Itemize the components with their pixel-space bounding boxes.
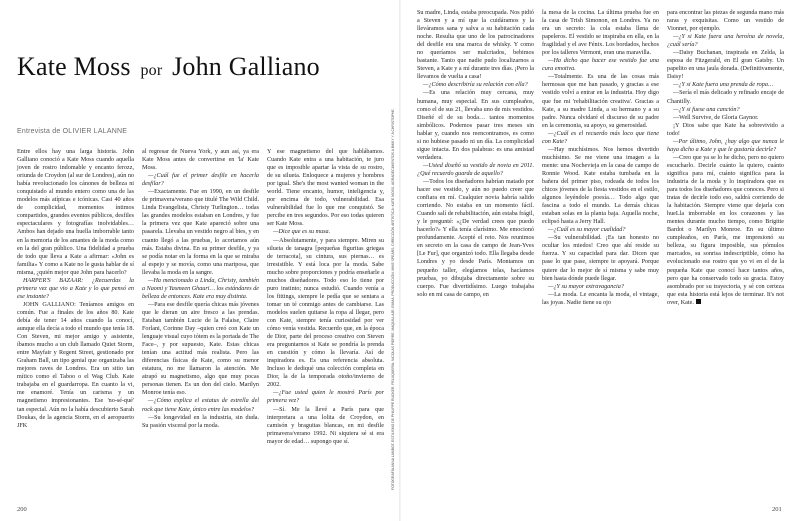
question-paragraph: —¿Y si Kate fuera una prenda de ropa… <box>673 82 774 89</box>
answer-paragraph: la mesa de la cocina. La última prueba fue en la casa de Trish Simonon, en Londres. Ya no era un secreto: la cola estaba llena de papeleros. El vestido se inspiraba en ella, en la fragilidad y el ave Fénix. Los bordados, hechos por los talleres Vermont, eran una maravilla. <box>542 10 659 57</box>
answer-paragraph: ¡Y Dios sabe que Kate ha sobrevivido a todo! <box>667 122 784 137</box>
text-column-6 <box>667 9 784 502</box>
title-connector: por <box>140 62 163 79</box>
title-main: Kate Moss <box>17 52 131 81</box>
end-mark-icon <box>696 299 701 304</box>
byline: Entrevista de OLIVIER LALANNE <box>17 128 128 135</box>
question-paragraph: —¿Y su mayor extravagancia? <box>548 283 624 290</box>
text-column-2 <box>142 148 259 511</box>
answer-paragraph: —Sí. Me la llevé a París para que interpretara a una lolita de Croydon, en camisón y braguitas blancas, en mi desfile primavera/verano 1992. Ni siquiera sé si era mayor de edad… supongo que sí. <box>267 406 384 445</box>
closing-text: —Creo que ya se lo he dicho, pero no quiero escucharlo. Decirle cuánto la quiero, cuánto significa para mí, cuánto significa para la industria de la moda y lo inspiradora que es para todos los diseñadores que conoces. Pero si tratas de decirle todo eso, saldrá corriendo de la habitación. Siempre viene que dejarla con hueLla imborrable en los corazones y las mentes durante mucho tiempo, como Brigitte Bardot o Marilyn Monroe. En su último cumpleaños, en París, me impresionó su belleza, su figura imposible, sus pómulos marcados, su sonrisa indescriptible, cómo ha evolucionado ese rostro que yo vi en el de la pequeña Kate que conocí hace tantos años, pero que ha conservado todo su gracia. Estoy asombrado por su trayectoria, y sé con certeza que esta historia está lejos de terminar. It's not over, Kate. <box>667 154 784 306</box>
question-paragraph: —¿Cómo explica el estatus de estrella del rock que tiene Kate, único entre las modelos? <box>142 398 259 413</box>
answer-paragraph: —Daisy Buchanan, inspirada en Zelda, la esposa de Fitzgerald, en El gran Gatsby. Un papelito en una jaula dorada. (Definitivamente, Daisy! <box>667 50 784 81</box>
answer-paragraph: —Exactamente. Fue en 1990, en un desfile de primavera/verano que titulé The Wild Child. Linda Evangelista, Christy Turlington… todas las grandes modelos estaban en Londres, y fue la primera vez que Kate apareció sobre una pasarela. Llevaba un vestido negro al bies, y en cuanto llegó a las pruebas, lo acortamos aún más. Estaba divina. En su primer desfile, y ya se podía notar en la forma en la que se miraba al espejo y se movía, como una mariposa, que llevaba la moda en la sangre. <box>142 189 259 276</box>
photo-credits <box>391 108 398 490</box>
answer-paragraph: —Todos los diseñadores habrían matado por hacer ese vestido, y aún no puedo creer que confiara en mí. Cualquier novia habría salido corriendo. No estaba en un momento fácil. Cuando salí de rehabilitación, aún estaba frágil, y le pregunté: «¿De verdad crees que puedo hacerlo?» Y ella tenía clarísimo. Me emocionó profundamente. Acepté el reto. Nos reunimos en secreto en la casa de campo de Jean-Yves [Le Fur], que organizó todo. Ella llegaba desde Londres y yo desde París. Montamos un pequeño taller, elegíamos telas, hacíamos pruebas, yo dibujaba directamente sobre su cuerpo. Fue divertidísimo. Luego trabajaba solo en mi casa de campo, en <box>417 178 534 298</box>
text-column-1 <box>17 148 134 511</box>
answer-paragraph: al regresar de Nueva York, y aun así, ya era Kate Moss antes de convertirse en 'la' Kate Moss. <box>142 149 259 172</box>
question-paragraph: —Ha dicho que hacer ese vestido fue una cura emotiva. <box>542 58 659 73</box>
question-paragraph: —¿Cuál es el recuerdo más loco que tiene con Kate? <box>542 130 659 145</box>
answer-paragraph: —Hay muchísimos. Nos hemos divertido muchísimo. Se me viene una imagen a la mente: una Nochevieja en la casa de campo de Ronnie Wood. Kate estaba tumbada en la bañera del primer piso, rodeada de todos los chicos jóvenes de la fiesta vestidos en el estilo, algunos leyéndole poesía… Todo algo que fascina a todo el mundo. La demás chicas estaban solas en la planta baja. Aquella noche, eclipsó hasta a Jerry Hall. <box>542 146 659 226</box>
question-paragraph: —Ha mencionado a Linda, Christy, también a Naomi y Yasmeen Ghauri… los estándares de belleza de entonces. Kate era muy distinta. <box>142 277 259 300</box>
question-paragraph: —¿Y si Kate fuera una heroína de novela, ¿cuál sería? <box>667 34 784 49</box>
intro-paragraph: Entre ellos hay una larga historia. John Galliano conoció a Kate Moss cuando aquella joven de rostro indomable y encanto ferozz, oriunda de Croydon (al sur de Londres), aún no había revolucionado los cánones de belleza ni conquistado al mundo entero como una de las modelos más atípicas e icónicas. Casi 40 años de complicidad, momentos íntimos compartidos, grandes eventos públicos, desfiles espectaculares y fotografías inolvidables… Ambos han dejado una huella imborrable tanto en la memoria de los amantes de la moda como en la del gran público. Una fidelidad a prueba de todo que lleva a Kate a afirmar: «John es familia» Y como a Kate no le gusta hablar de sí misma, ¿quién mejor que John para hacerlo? <box>17 149 134 276</box>
question-paragraph: —¿Cuál fue el primer desfile en hacerla desfilar? <box>142 173 259 188</box>
page-number-right: 201 <box>772 506 782 513</box>
question-paragraph: HARPER'S BAZAAR: ¿Recuerdas la primera vez que vio a Kate y lo que pensó en ese instante? <box>17 277 134 300</box>
text-column-4 <box>417 9 534 502</box>
answer-paragraph: para encontrar las piezas de segunda mano más raras y exquisitas. Como un vestido de Vionnet, por ejemplo. <box>667 10 784 33</box>
page-number-left: 200 <box>17 506 27 513</box>
closing-paragraph <box>667 154 784 307</box>
text-column-5 <box>542 9 659 502</box>
question-paragraph: —¿Cuál es su mayor cualidad? <box>548 227 626 234</box>
answer-paragraph: —Su vulnerabilidad. ¡Es tan honesto no ocultar los miedos! Creo que ahí reside su fuerza. Y su capacidad para dar. Dicen que pase lo que pase, siempre te apoyará. Porque quiere dar lo mejor de sí misma y sabe muy bien hasta dónde puede llegar. <box>542 235 659 282</box>
question-paragraph: —¿Y si fuese una canción? <box>673 106 740 113</box>
answer-paragraph: —Sería el más delicado y refinado encaje de Chantilly. <box>667 90 784 105</box>
question-paragraph: —¿Cómo describiría su relación con ella? <box>423 82 528 89</box>
article-title <box>17 52 320 82</box>
question-paragraph: —Por último, John, ¿hay algo que nunca le haya dicho a Kate y que le gustaría decirle? <box>667 138 784 153</box>
page-gutter <box>399 0 401 521</box>
question-paragraph: —Dice que es su musa. <box>273 229 331 236</box>
answer-paragraph: Su madre, Linda, estaba preocupada. Nos pidió a Steven y a mí que la cuidáramos y la lleváramos sana y salva a su habitación cada noche. Resulta que uno de los patrocinadores del desfile era una marca de whisky. Y como no queríamos ser malcriados, bebimos bastante. Tanto que nadie pudo localizarnos a Steven, a Kate y a mí durante tres días. ¡Pero la llevamos de vuelta a casa! <box>417 10 534 81</box>
title-author: John Galliano <box>172 52 320 81</box>
answer-paragraph: —Absolutamente, y para siempre. Miren su silueta de tanagra [pequeñas figuritas griegas de terracota], su cintura, sus piernas… es irresistible. Y está loca por la moda. Sabe mucho sobre proporciones y podría enseñarle a muchos diseñadores. Todo eso lo tiene por puro instinto; nunca estudió. Cuando venía a los fittings, siempre le pedía que se sentara a tomar un té conmigo antes de cambiarse. Las modelos suelen quitarse la ropa al llegar, pero con Kate, siempre tenía curiosidad por ver cómo venía vestida. Recuerdo que, en la época de Dior, parte del proceso creativo con Steven era preguntarnos si Kate se pondría la prenda en cuestión y cómo la llevaría. Así de inspiradora es. Es una referencia absoluta. Incluso le dediqué una colección completa en Dior, la de la temporada otoño/invierno de 2002. <box>267 237 384 389</box>
answer-paragraph: —Es una relación muy cercana, muy humana, muy especial. En sus cumpleaños, como el de sus 21, llevaba uno de mis vestidos. Diseñé el de su boda… tantos momentos simbólicos. Podemos pasar tres meses sin hablar y, cuando nos reencontramos, es como si no hubiese pasado ni un día. La complicidad sigue intacta. En dos palabras: es una amistad verdadera. <box>417 90 534 161</box>
answer-paragraph: —Su longevidad en la industria, sin duda. Su pasión visceral por la moda. <box>142 414 259 429</box>
text-column-3 <box>267 148 384 511</box>
answer-paragraph: —Para ese desfile quería chicas más jóvenes que le dieran un aire fresco a las prendas. Estaban también Lucie de la Falaise, Claire Forlani, Corinne Day –quien creó con Kate un lenguaje visual cuyo tótem es la portada de The Face–, y por supuesto, Kate. Estas chicas tenían una actitud más realista. Pero las diferencias físicas de Kate, como su menor estatura, no me llamaron la atención. Me atrapó su magnetismo, algo que muy pocas personas tienen. Es un don del cielo. Marilyn Monroe tenía eso. <box>142 301 259 397</box>
photo-credits-text: FOTOGRAFÍA ANNA LAMBOT. ESTILISMO DE PHILIPPE RUCKER. PELUQUERÍA: NICOLAS PIERRE. MAQUILLAJE: EMMA. PRODUCCIÓN: MIKE SPEARS. DIRECCIÓN ARTÍSTICA: KATE MOSS. AGRADECIMIENTOS A BIKKY Y A CHRISTOPHE. <box>391 108 395 490</box>
answer-paragraph: Y ese magnetismo del que hablábamos. Cuando Kate entra a una habitación, te juro que es imposible apartar la vista de su rostro, de su silueta. Enloquece a mujeres y hombres por igual. She's the most wanted woman in the world. Tiene encanto, humor, inteligencia y, por encima de todo, vulnerabilidad. Esa vulnerabilidad fue lo que me conquistó. Se percibe en tres segundos. Por eso todas quieren ser Kate Moss. <box>267 149 384 228</box>
question-paragraph: —Usted diseñó su vestido de novia en 2011. ¿Qué recuerdo guarda de aquello? <box>417 162 534 177</box>
answer-paragraph: JOHN GALLIANO: Teníamos amigos en común. Fue a finales de los años 80. Kate debía de tener 14 años cuando la conocí, aunque ella decía a todo el mundo que tenía 18. Con Steven, mi mejor amigo y asistente, íbamos mucho a un club llamado Quiet Storm, entre Mayfair y Regent Street, gestionado por Graham Ball, un tipo genial que organizaba las mejores raves de Londres. Era un sitio tan mítico como el Taboo o el Wag Club. Kate trabajaba en el guardarropa. En cuanto la vi, me enamoré. Tenía un carisma y un magnetismo impresionantes. Ese 'no-sé-qué' tan especial. Aún no la había descubierto Sarah Doukas, de la agencia Storm, en el aeropuerto JFK <box>17 301 134 429</box>
answer-paragraph: —Well Survive, de Gloria Gaynor. <box>673 114 759 121</box>
answer-paragraph: —La moda. Le encanta la moda, el vintage, las joyas. Nadie tiene su ojo <box>542 291 659 306</box>
question-paragraph: —¿Fue usted quien le mostró París por primera vez? <box>267 390 384 405</box>
answer-paragraph: —Totalmente. Es una de las cosas más hermosas que me han pasado, y gracias a ese vestido volví a entrar en la industria. Hoy digo que fue mi 'rehabilitación creativa'. Gracias a Kate, a su madre Linda, a su hermano y a su padre. Nunca olvidaré el discurso de su padre en la ceremonia, su apoyo, su generosidad. <box>542 74 659 129</box>
